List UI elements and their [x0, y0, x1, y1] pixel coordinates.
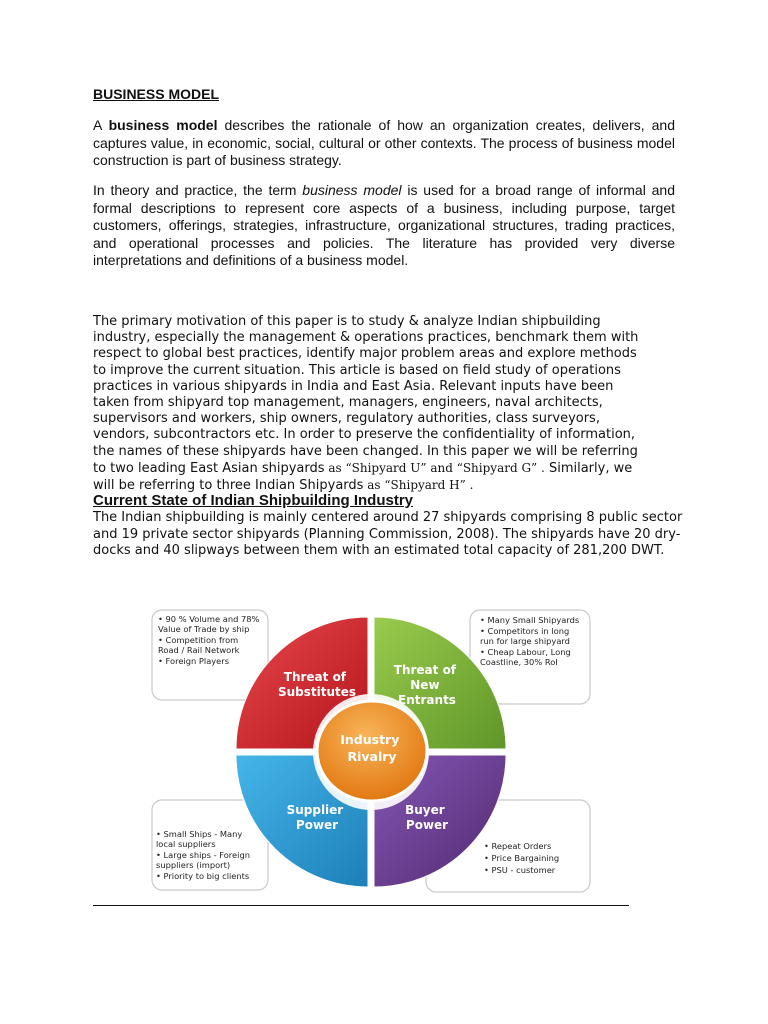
paragraph-motivation — [93, 314, 653, 494]
p3-shipyard-names-1: as “Shipyard U” and “Shipyard G” . — [324, 460, 545, 475]
bottom-rule — [93, 905, 629, 906]
p3-text: The primary motivation of this paper is to study & analyze Indian shipbuilding industry, especially the management & operations practices, benchmark them with respect to global best practices, identify major problem areas and explore methods to improve the current situation. This article is based on field study of operations practices in various shipyards in India and East Asia. Relevant inputs have been taken from shipyard top management, managers, engineers, naval architects, supervisors and workers, ship owners, regulatory authorities, class surveyors, vendors, subcontractors etc. In order to preserve the confidentiality of information, the names of these shipyards have been changed. In this paper we will be referring to two leading East Asian shipyards — [93, 314, 639, 476]
section-heading-current-state: Current State of Indian Shipbuilding Industry — [93, 492, 413, 509]
p3-shipyard-names-2: as “Shipyard H” . — [363, 478, 474, 493]
label-supplier-power: Supplier Power — [286, 803, 344, 832]
p1-rest: describes the rationale of how an organization creates, delivers, and captures value, in economic, social, cultural or other contexts. The process of business model construction is part of business strategy. — [93, 117, 675, 168]
notes-top-right: • Many Small Shipyards • Competitors in long run for large shipyard • Cheap Labour, Long Coastline, 30% RoI — [480, 615, 580, 667]
section-heading-business-model: BUSINESS MODEL — [93, 86, 220, 102]
label-industry-rivalry: Industry Rivalry — [340, 732, 400, 764]
porter-five-forces-diagram — [150, 606, 592, 898]
p2-lead: In theory and practice, the term — [93, 182, 303, 198]
notes-bottom-left: • Small Ships - Many local suppliers • Large ships - Foreign suppliers (import) • Priority to big clients — [156, 829, 250, 881]
notes-bottom-right: • Repeat Orders • Price Bargaining • PSU - customer — [484, 841, 560, 875]
p3-mid: Similarly, we will be referring to three Indian Shipyards — [93, 460, 633, 494]
p2-italic-term: business model — [302, 182, 402, 198]
paragraph-business-model-definition — [93, 117, 675, 170]
p2-rest: is used for a broad range of informal and formal descriptions to represent core aspects of a business, including purpose, target customers, offerings, strategies, infrastructure, organizational structures, trading practices, and operational processes and policies. The literature has provided very diverse interpretations and definitions of a business model. — [93, 182, 676, 268]
p1-bold-term: business model — [108, 117, 218, 133]
notes-top-left: • 90 % Volume and 78% Value of Trade by ship • Competition from Road / Rail Network • Foreign Players — [158, 614, 260, 666]
paragraph-business-model-theory — [93, 182, 675, 270]
label-threat-of-substitutes: Threat of Substitutes — [277, 670, 357, 699]
label-buyer-power: Buyer Power — [405, 803, 449, 832]
p1-lead: A — [93, 117, 109, 133]
paragraph-current-state: The Indian shipbuilding is mainly centered around 27 shipyards comprising 8 public sector and 19 private sector shipyards (Planning Commission, 2008). The shipyards have 20 dry-docks and 40 slipways between them with an estimated total capacity of 281,200 DWT. — [93, 510, 683, 559]
label-threat-of-new-entrants: Threat of New Entrants — [393, 663, 457, 707]
